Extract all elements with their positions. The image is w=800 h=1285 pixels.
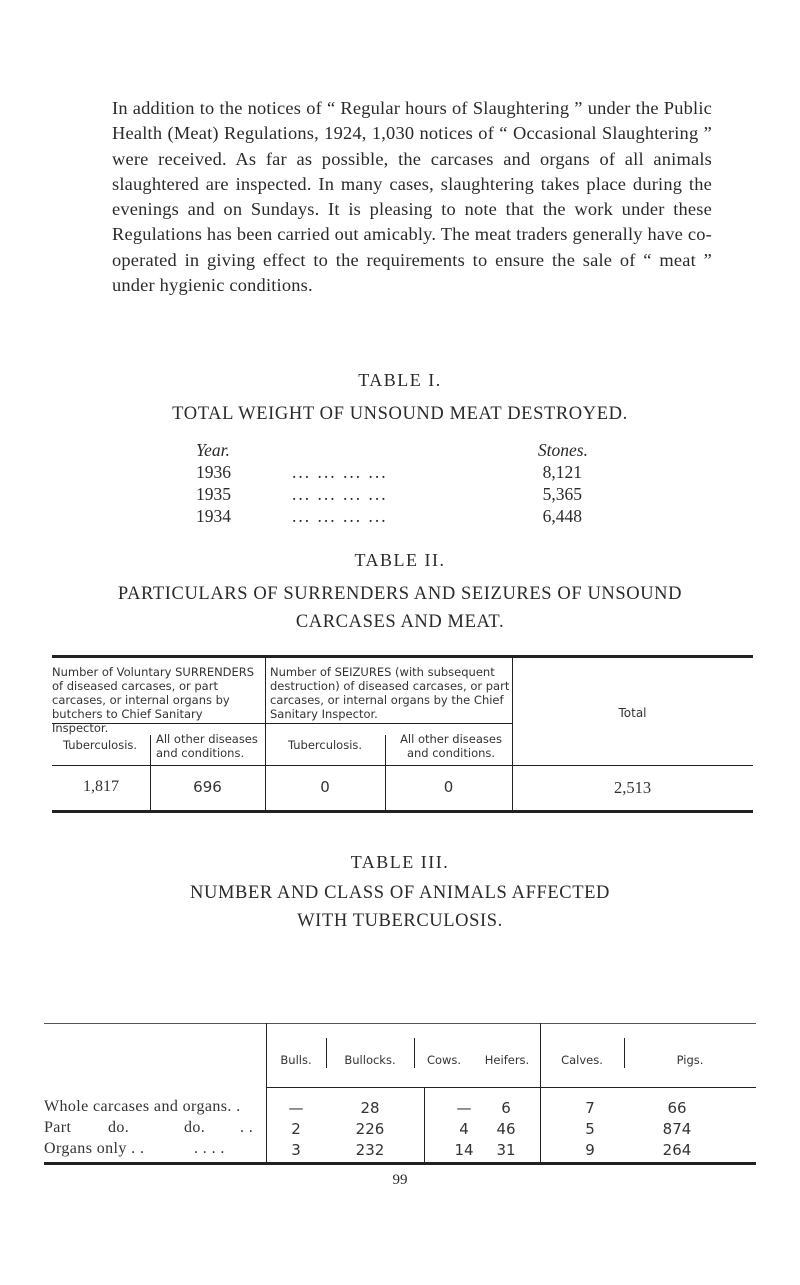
seizures-tuberculosis-value: 0 bbox=[320, 778, 330, 796]
leader-dots: ... ... ... ... bbox=[292, 462, 388, 482]
table1-stones: 5,365 bbox=[542, 484, 582, 504]
column-header-bulls: Bulls. bbox=[280, 1053, 312, 1067]
leader-dots: . . . . bbox=[194, 1140, 225, 1157]
total-header: Total bbox=[618, 706, 647, 720]
cell-cows: 14 bbox=[454, 1141, 474, 1159]
cell-bullocks: 232 bbox=[355, 1141, 385, 1159]
cell-calves: 9 bbox=[585, 1141, 595, 1159]
cell-bullocks: 28 bbox=[360, 1099, 380, 1117]
table-bottom-rule bbox=[44, 1162, 756, 1165]
table2 bbox=[52, 655, 753, 813]
row-divider bbox=[265, 723, 512, 724]
seizures-tuberculosis-header: Tuberculosis. bbox=[287, 738, 363, 752]
cell-pigs: 66 bbox=[667, 1099, 687, 1117]
table2-label: TABLE II. bbox=[354, 550, 446, 570]
row-label-organs-only: Organs only . . bbox=[44, 1140, 145, 1157]
table1-stones: 6,448 bbox=[542, 506, 582, 526]
table1 bbox=[196, 440, 596, 528]
row-divider bbox=[52, 765, 753, 766]
table-row bbox=[196, 506, 596, 528]
cell-bulls: 2 bbox=[291, 1120, 301, 1138]
seizures-other-value: 0 bbox=[443, 778, 454, 796]
table2-title-line2: CARCASES AND MEAT. bbox=[295, 612, 505, 632]
table1-header-year: Year. bbox=[196, 440, 230, 460]
row-label-part: Part bbox=[44, 1119, 72, 1136]
seizures-other-header: All other diseases and conditions. bbox=[400, 732, 502, 760]
table3-title-line1: NUMBER AND CLASS OF ANIMALS AFFECTED bbox=[190, 883, 610, 903]
cell-cows: 4 bbox=[459, 1120, 469, 1138]
table2-title-line1: PARTICULARS OF SURRENDERS AND SEIZURES OF UNSOUND bbox=[117, 584, 683, 604]
table3-label: TABLE III. bbox=[350, 852, 450, 872]
table1-year: 1935 bbox=[196, 484, 231, 504]
table-row bbox=[196, 462, 596, 484]
leader-dots: ... ... ... ... bbox=[292, 484, 388, 504]
cell-bullocks: 226 bbox=[355, 1120, 385, 1138]
row-label-whole-carcases: Whole carcases and organs. . bbox=[44, 1098, 241, 1115]
intro-paragraph: In addition to the notices of “ Regular hours of Slaughtering ” under the Public Health (Meat) Regulations, 1924, 1,030 notices of “ Occasional Slaughtering ” were received. As far as possible, the carcases and organs of all animals slaughtered are inspected. In many cases, slaughtering takes place during the evenings and on Sundays. It is pleasing to note that the work under these Regulations has been carried out amicably. The meat traders generally have co-operated in giving effect to the requirements to ensure the sale of “ meat ” under hygienic conditions. bbox=[112, 98, 712, 296]
column-divider bbox=[385, 735, 386, 810]
surrenders-tuberculosis-value: 1,817 bbox=[83, 778, 119, 795]
surrenders-other-value: 696 bbox=[193, 778, 222, 796]
row-divider bbox=[266, 1087, 756, 1088]
table3 bbox=[44, 1023, 756, 1165]
cell-heifers: 46 bbox=[496, 1120, 516, 1138]
cell-calves: 5 bbox=[585, 1120, 595, 1138]
cell-bulls: — bbox=[288, 1099, 304, 1117]
table-top-rule bbox=[44, 1023, 756, 1024]
table1-header-stones: Stones. bbox=[537, 440, 588, 460]
column-header-calves: Calves. bbox=[561, 1053, 603, 1067]
table1-year: 1936 bbox=[196, 462, 231, 482]
cell-calves: 7 bbox=[585, 1099, 595, 1117]
column-header-heifers: Heifers. bbox=[484, 1053, 530, 1067]
column-header-cows: Cows. bbox=[426, 1053, 462, 1067]
cell-bulls: 3 bbox=[291, 1141, 301, 1159]
cell-heifers: 31 bbox=[496, 1141, 516, 1159]
row-label-part-do: do. bbox=[108, 1119, 130, 1136]
surrenders-other-header: All other diseases and conditions. bbox=[156, 732, 258, 760]
column-header-pigs: Pigs. bbox=[676, 1053, 704, 1067]
table1-label: TABLE I. bbox=[358, 370, 442, 390]
column-divider bbox=[424, 1087, 425, 1162]
cell-cows: — bbox=[456, 1099, 472, 1117]
leader-dots: ... ... ... ... bbox=[292, 506, 388, 526]
table-row bbox=[196, 484, 596, 506]
table-top-rule bbox=[52, 655, 753, 658]
cell-pigs: 264 bbox=[662, 1141, 692, 1159]
table1-year: 1934 bbox=[196, 506, 231, 526]
surrenders-tuberculosis-header: Tuberculosis. bbox=[62, 738, 138, 752]
table1-header-row bbox=[196, 440, 596, 462]
column-header-bullocks: Bullocks. bbox=[344, 1053, 396, 1067]
column-divider bbox=[150, 735, 151, 810]
cell-pigs: 874 bbox=[662, 1120, 692, 1138]
table-bottom-rule bbox=[52, 810, 753, 813]
table1-title: TOTAL WEIGHT OF UNSOUND MEAT DESTROYED. bbox=[172, 404, 628, 424]
cell-heifers: 6 bbox=[501, 1099, 511, 1117]
row-label-part-do: do. bbox=[184, 1119, 206, 1136]
surrenders-header: Number of Voluntary SURRENDERS of diseased carcases, or part carcases, or internal organs by butchers to Chief Sanitary Inspector. bbox=[52, 665, 255, 735]
column-divider bbox=[540, 1023, 541, 1162]
page-number: 99 bbox=[392, 1172, 408, 1188]
total-value: 2,513 bbox=[613, 778, 652, 797]
seizures-header: Number of SEIZURES (with subsequent destruction) of diseased carcases, or part carcases, or internal organs by the Chief Sanitary Inspector. bbox=[270, 665, 510, 721]
leader-dots: . . bbox=[240, 1119, 254, 1136]
table1-stones: 8,121 bbox=[542, 462, 582, 482]
table3-title-line2: WITH TUBERCULOSIS. bbox=[297, 911, 503, 931]
